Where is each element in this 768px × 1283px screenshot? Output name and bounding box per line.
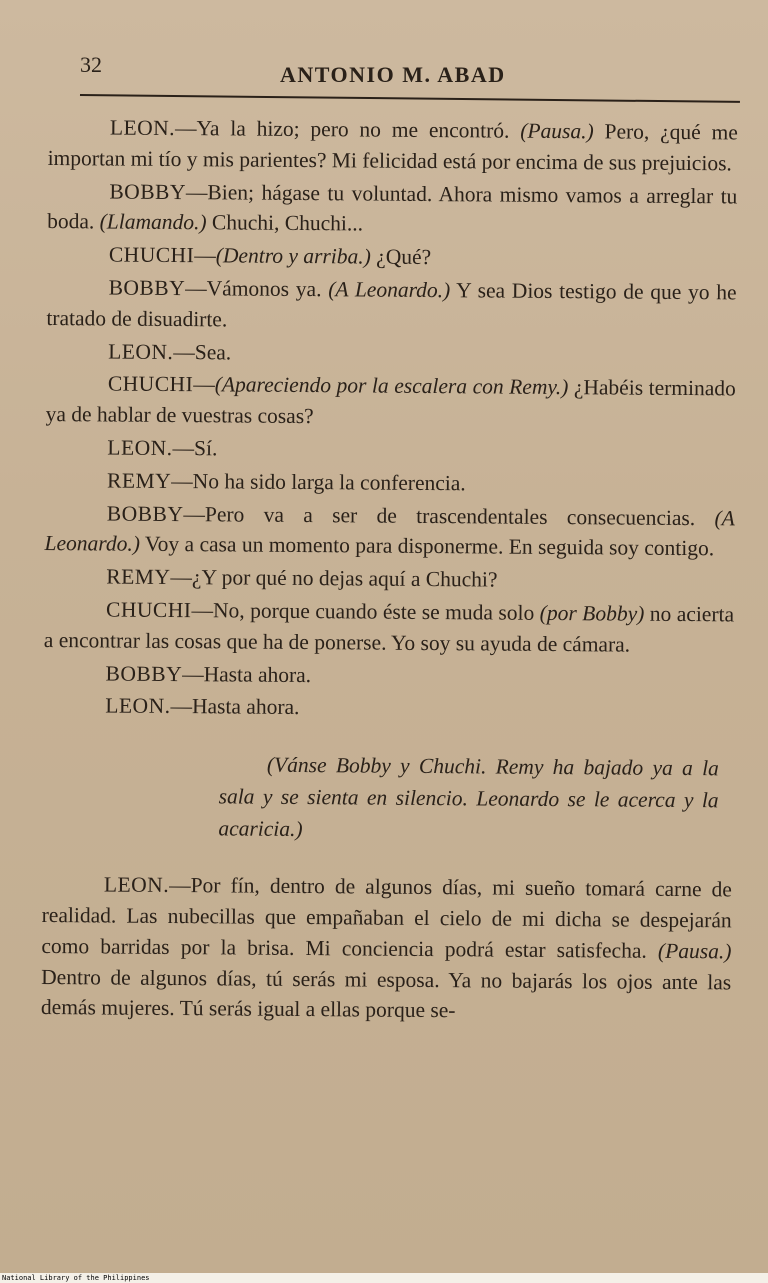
dialogue-paragraph (45, 432, 735, 468)
speaker-name: LEON. (108, 339, 174, 364)
speaker-name: BOBBY (105, 661, 183, 686)
footer (0, 1273, 768, 1283)
speaker-name: REMY (106, 564, 171, 590)
speaker-name: CHUCHI (108, 242, 195, 268)
dialogue-paragraph (43, 690, 733, 726)
dialogue-text: — (193, 372, 215, 397)
dialogue-text: —Hasta ahora. (170, 694, 300, 720)
speaker-name: LEON. (103, 872, 170, 898)
dialogue-paragraph (47, 239, 737, 275)
dialogue-paragraph (45, 465, 735, 501)
dialogue-paragraph (41, 869, 732, 1028)
stage-note: (Llamando.) (99, 209, 207, 235)
dialogue-text: ¿Qué? (370, 244, 432, 270)
dialogue-text: — (194, 243, 216, 268)
dialogue-paragraph (46, 272, 736, 339)
dialogue-text: Y sea Dios testigo de que yo he tratado de disuadirte. (46, 278, 737, 332)
speaker-name: LEON. (105, 693, 171, 719)
final-paragraph-container (41, 869, 732, 1028)
speaker-name: BOBBY (108, 275, 186, 301)
dialogue-text: —Pero va a ser de trascendentales consecuencias. (183, 501, 715, 530)
dialogue-text: —Ya la hizo; pero no me encontró. (174, 115, 521, 143)
dialogue-text: —Sí. (172, 435, 218, 461)
stage-note: (Apareciendo por la escalera con Remy.) (214, 372, 569, 400)
dialogue-paragraph (44, 561, 734, 597)
speaker-name: CHUCHI (106, 597, 192, 623)
speaker-name: BOBBY (106, 501, 184, 526)
dialogue-paragraph (48, 112, 738, 179)
dialogue-paragraph (44, 594, 734, 661)
stage-note: (Pausa.) (520, 118, 594, 144)
dialogue-paragraph (44, 498, 734, 565)
speaker-name: LEON. (107, 435, 173, 460)
dialogue-text: Chuchi, Chuchi... (206, 210, 364, 236)
speaker-name: CHUCHI (107, 371, 194, 397)
speaker-name: LEON. (109, 115, 176, 140)
dialogue-paragraph (46, 368, 736, 435)
footer-credit: National Library of the Philippines (2, 1274, 150, 1282)
stage-note: (Dentro y arriba.) (215, 243, 371, 269)
dialogue-text: —Hasta ahora. (182, 661, 312, 687)
stage-note: (A Leonardo.) (328, 277, 451, 303)
speaker-name: BOBBY (109, 179, 187, 204)
speaker-name: REMY (107, 468, 172, 493)
dialogue (43, 112, 738, 727)
dialogue-paragraph (46, 336, 736, 372)
dialogue-text: —Bien; hágase tu voluntad. Ahora mismo vamos a arreglar tu boda. (47, 179, 738, 234)
dialogue-paragraph (43, 658, 733, 694)
stage-note: (por Bobby) (539, 600, 645, 626)
dialogue-text: Dentro de algunos días, tú serás mi esposa. Ya no bajarás los ojos ante las demás mujeres. Tú serás igual a ellas porque se- (40, 964, 732, 1023)
dialogue-text: —Vámonos ya. (185, 276, 329, 302)
dialogue-text: —¿Y por qué no dejas aquí a Chuchi? (170, 565, 498, 592)
dialogue-text: —No ha sido larga la conferencia. (171, 468, 466, 496)
dialogue-text: no acierta a encontrar las cosas que ha de ponerse. Yo soy su ayuda de cámara. (43, 601, 735, 657)
stage-note: (Pausa.) (657, 938, 732, 964)
dialogue-text: —Sea. (173, 339, 232, 365)
dialogue-text: ¿Habéis terminado ya de hablar de vuestras cosas? (45, 375, 736, 429)
page-header (80, 50, 740, 98)
dialogue-text: —Por fín, dentro de algunos días, mi sueño tomará carne de realidad. Las nubecillas que empañaban el cielo de mi dicha se despejarán como barridas por la brisa. Mi conciencia podrá estar satisfecha. (41, 873, 733, 963)
stage-direction: (Vánse Bobby y Chuchi. Remy ha bajado ya a la sala y se sienta en silencio. Leonardo se le acerca y la acaricia.) (218, 752, 719, 842)
running-head: ANTONIO M. ABAD (280, 62, 506, 87)
dialogue-text: Pero, ¿qué me importan mi tío y mis parientes? Mi felicidad está por encima de sus prejuicios. (47, 119, 738, 176)
dialogue-paragraph (47, 176, 737, 243)
body-text (41, 112, 738, 1031)
stage-note: (A Leonardo.) (44, 505, 735, 557)
dialogue-text: —No, porque cuando éste se muda solo (191, 598, 540, 625)
dialogue-text: Voy a casa un momento para disponerme. En seguida soy contigo. (139, 532, 715, 561)
page-number: 32 (80, 52, 102, 77)
